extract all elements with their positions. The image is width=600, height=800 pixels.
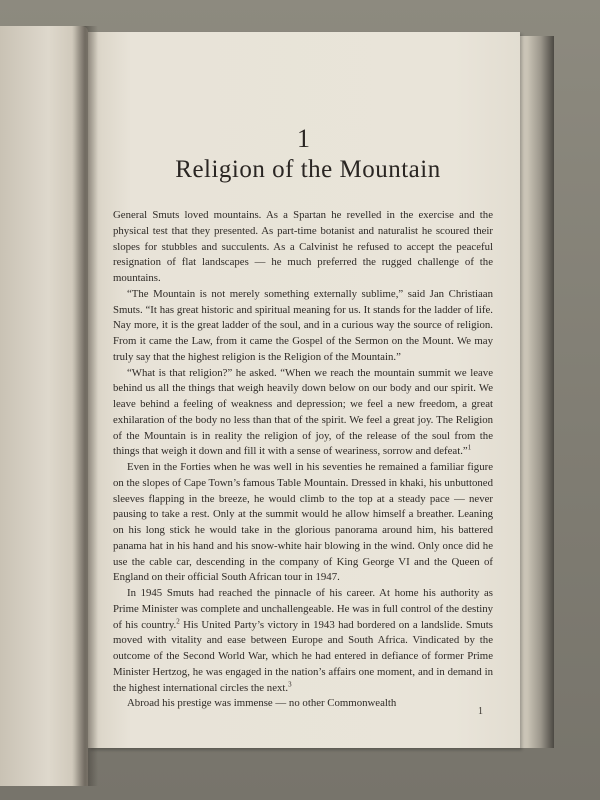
chapter-title: Religion of the Mountain (175, 156, 441, 183)
footnote-marker: 3 (288, 679, 292, 688)
paragraph: In 1945 Smuts had reached the pinnacle of his career. At home his authority as Prime Minister was complete and unchallengeable. He was in full control of the destiny of his country.$^2$ His United Party’s victory in 1943 had bordered on a landslide. Smuts moved with vitality and ease between Europe and South Africa. Vindicated by the outcome of the Second World War, which he had entered in defiance of former Prime Minister Hertzog, he was engaged in the nation’s affairs one moment, and in demand in the highest international circles the next.$^3$ (113, 587, 493, 694)
paragraph: Even in the Forties when he was well in his seventies he remained a familiar figure on the slopes of Cape Town’s famous Table Mountain. Dressed in khaki, his unbuttoned sleeves flapping in the breeze, he would climb to the top at a steady pace — never pausing to take a rest. Only at the summit would he allow himself a breather. Leaning on his long stick he would take in the glorious panorama around him, his battered panama hat in his hand and his snow-white hair blowing in the wind. Only once did he use the cable car, descending in the company of King George VI and the Queen of England on their official South African tour in 1947. (113, 461, 493, 584)
paragraph: “What is that religion?” he asked. “When we reach the mountain summit we leave behind us all the things that weigh heavily down below on our body and our spirit. We leave behind a feeling of weakness and depression; we feel a new freedom, a great exhilaration of the body no less than that of the spirit. We feel a great joy. The Religion of the Mountain is in reality the religion of joy, of the release of the soul from the things that weigh it down and fill it with a sense of weariness, sorrow and defeat.”$^1$ (113, 366, 493, 458)
footnote-marker: 1 (467, 443, 472, 452)
page-number: 1 (478, 706, 483, 717)
body-text (113, 208, 493, 712)
chapter-number: 1 (297, 124, 311, 153)
paragraph: “The Mountain is not merely something externally sublime,” said Jan Christiaan Smuts. “It has great historic and spiritual meaning for us. It stands for the ladder of life. Nay more, it is the great ladder of the soul, and in a curious way the source of religion. From it came the Law, from it came the Gospel of the Sermon on the Mount. We may truly say that the highest religion is the Religion of the Mountain.” (113, 287, 493, 363)
paragraph: Abroad his prestige was immense — no other Commonwealth (127, 697, 397, 710)
footnote-marker: 2 (176, 616, 180, 625)
paragraph: General Smuts loved mountains. As a Spartan he revelled in the exercise and the physical test that they presented. As part-time botanist and naturalist he scoured their slopes for stubbles and succulents. As a Calvinist he refused to accept the peaceful resignation of flat landscapes — he much preferred the rugged challenge of the mountains. (113, 209, 493, 284)
